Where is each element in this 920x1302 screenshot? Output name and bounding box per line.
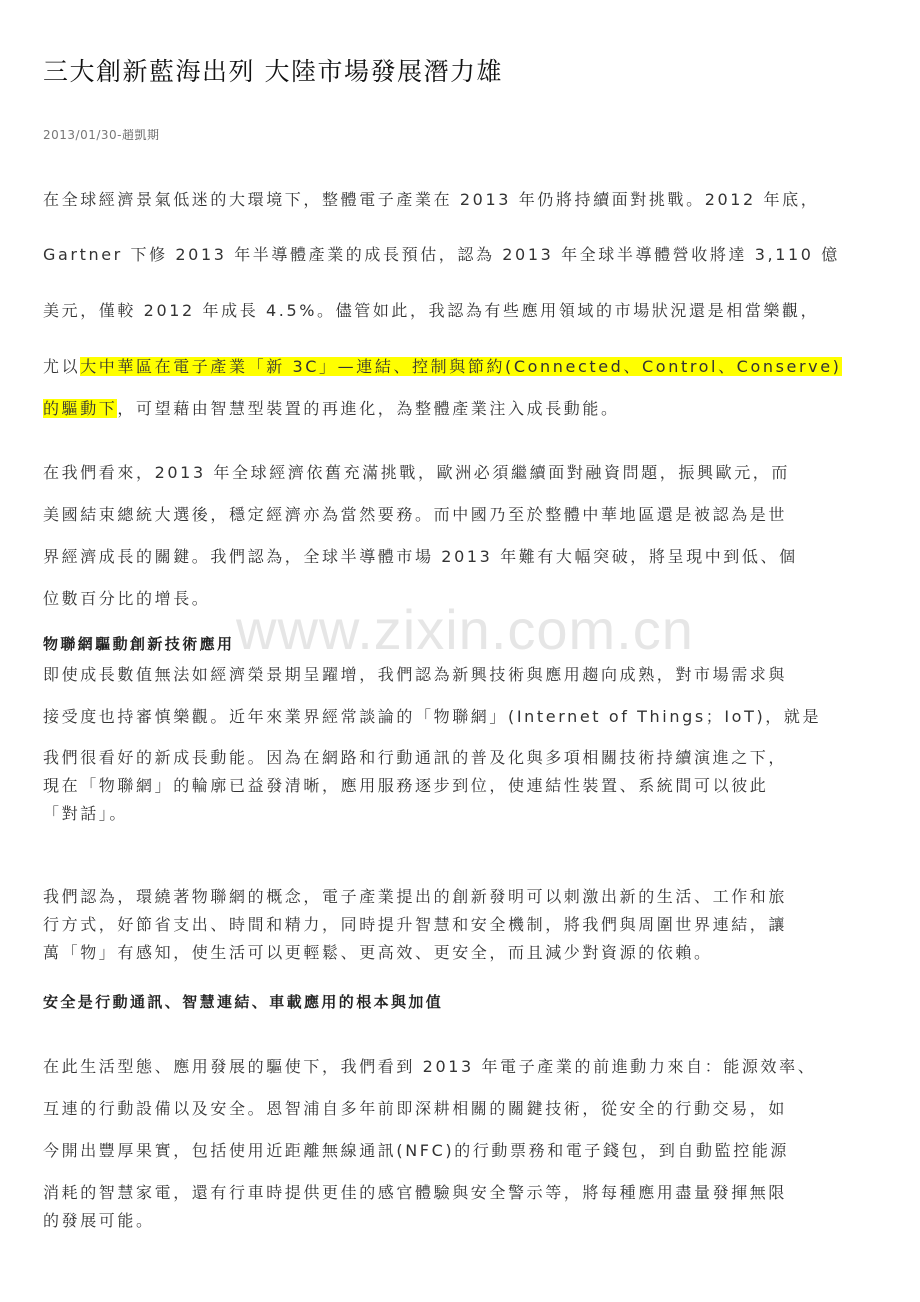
article-title: 三大創新藍海出列 大陸市場發展潛力雄	[43, 57, 503, 86]
paragraph-line: 在我們看來，2013 年全球經濟依舊充滿挑戰，歐洲必須繼續面對融資問題，振興歐元，而	[43, 463, 791, 482]
paragraph-line: 位數百分比的增長。	[43, 589, 211, 608]
paragraph-line: 消耗的智慧家電，還有行車時提供更佳的感官體驗與安全警示等，將每種應用盡量發揮無限	[43, 1183, 788, 1202]
paragraph-line: 「對話」。	[43, 804, 129, 823]
text-segment: 尤以	[43, 357, 81, 376]
paragraph-line: 美國結束總統大選後，穩定經濟亦為當然要務。而中國乃至於整體中華地區還是被認為是世	[43, 505, 788, 524]
paragraph-line: Gartner 下修 2013 年半導體產業的成長預估，認為 2013 年全球半導體營收將達 3,110 億	[43, 245, 840, 264]
section-heading: 物聯網驅動創新技術應用	[43, 635, 235, 653]
paragraph-line: 的發展可能。	[43, 1211, 155, 1230]
highlighted-text: 的驅動下	[43, 399, 118, 418]
section-heading: 安全是行動通訊、智慧連結、車載應用的根本與加值	[43, 993, 444, 1011]
paragraph-line: 萬「物」有感知，使生活可以更輕鬆、更高效、更安全，而且減少對資源的依賴。	[43, 943, 713, 962]
paragraph-line: 即使成長數值無法如經濟榮景期呈躍增，我們認為新興技術與應用趨向成熟，對市場需求與	[43, 665, 788, 684]
paragraph-line: 行方式，好節省支出、時間和精力，同時提升智慧和安全機制，將我們與周圍世界連結，讓	[43, 915, 788, 934]
paragraph-line: 界經濟成長的關鍵。我們認為，全球半導體市場 2013 年難有大幅突破，將呈現中到低、個	[43, 547, 798, 566]
paragraph-line: 在此生活型態、應用發展的驅使下，我們看到 2013 年電子產業的前進動力來自：能源效率、	[43, 1057, 817, 1076]
paragraph-line: 接受度也持審慎樂觀。近年來業界經常談論的「物聯網」(Internet of Things；IoT)，就是	[43, 707, 822, 726]
paragraph-line: 我們很看好的新成長動能。因為在網路和行動通訊的普及化與多項相關技術持續演進之下，	[43, 748, 788, 767]
paragraph-line: 美元，僅較 2012 年成長 4.5%。儘管如此，我認為有些應用領域的市場狀況還是相當樂觀，	[43, 301, 820, 320]
text-segment: ，可望藉由智慧型裝置的再進化，為整體產業注入成長動能。	[117, 399, 620, 418]
article-date: 2013/01/30	[43, 128, 118, 142]
paragraph-line: 現在「物聯網」的輪廓已益發清晰，應用服務逐步到位，使連結性裝置、系統間可以彼此	[43, 776, 769, 795]
watermark: www.zixin.com.cn	[236, 598, 694, 661]
paragraph-line: 互連的行動設備以及安全。恩智浦自多年前即深耕相關的關鍵技術，從安全的行動交易，如	[43, 1099, 788, 1118]
paragraph-line: 今開出豐厚果實，包括使用近距離無線通訊(NFC)的行動票務和電子錢包，到自動監控能源	[43, 1141, 790, 1160]
paragraph-line-highlighted	[43, 396, 883, 419]
paragraph-line: 在全球經濟景氣低迷的大環境下，整體電子產業在 2013 年仍將持續面對挑戰。2012 年底，	[43, 190, 820, 209]
article-author: 趙凱期	[122, 128, 160, 142]
paragraph-line: 我們認為，環繞著物聯網的概念，電子產業提出的創新發明可以刺激出新的生活、工作和旅	[43, 887, 788, 906]
highlighted-text: 大中華區在電子產業「新 3C」—連結、控制與節約(Connected、Control、Conserve)	[80, 357, 842, 376]
paragraph-line-highlighted	[43, 354, 883, 377]
article-meta: 2013/01/30-趙凱期	[43, 128, 160, 142]
